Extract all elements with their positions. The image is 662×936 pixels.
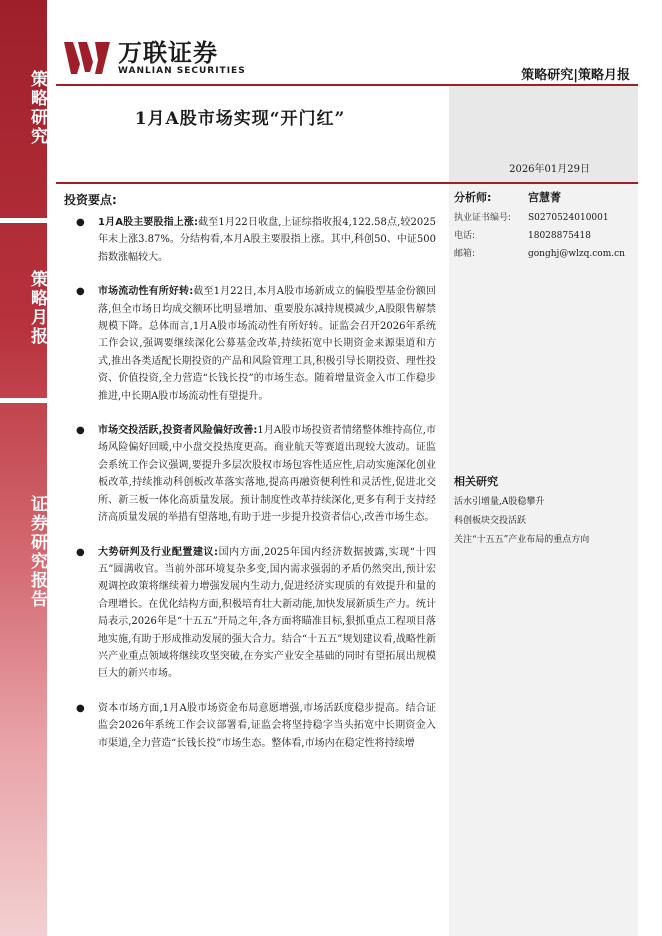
key-point-item (70, 214, 436, 266)
phone-value: 18028875418 (528, 231, 591, 241)
key-point-lead: 市场流动性有所好转: (98, 286, 194, 298)
sidebar-divider (0, 398, 47, 403)
key-point-item (70, 283, 436, 405)
related-research (454, 473, 634, 550)
related-research-link[interactable]: 活水引增量,A股稳攀升 (454, 497, 545, 507)
bullet-icon: ● (76, 702, 85, 714)
sidebar-label-report: 证券研究报告 (27, 495, 47, 609)
analyst-label: 分析师: (454, 191, 492, 204)
key-point-lead: 1月A股主要股指上涨: (98, 217, 198, 228)
key-point-text: 资本市场方面,1月A股市场资金布局意愿增强,市场活跃度稳步提高。结合证监会2026年系统工作会议部署看,证监会将坚持稳字当头拓宽中长期资金入市渠道,全力营造“长钱长投”市场生态。整体看,市场内在稳定性将持续增 (98, 702, 436, 749)
bullet-icon: ● (76, 217, 85, 228)
key-point-text: 截至1月22日收盘,上证综指收报4,122.58点,较2025年末上涨3.87%。分结构看,本月A股主要股指上涨。其中,科创50、中证500指数涨幅较大。 (98, 217, 436, 263)
sidebar-divider (0, 218, 47, 223)
key-point-lead: 大势研判及行业配置建议: (98, 546, 219, 558)
company-logo (62, 40, 246, 76)
report-title: 1月A股市场实现“开门红” (134, 109, 346, 129)
report-rubric: 策略研究|策略月报 (521, 68, 630, 83)
key-point-item (70, 422, 436, 526)
logo-chinese-name: 万联证券 (118, 39, 218, 67)
phone-label: 电话: (454, 231, 476, 241)
key-point-item (70, 544, 436, 683)
email-label: 邮箱: (454, 249, 476, 259)
key-point-text: 1月A股市场投资者情绪整体维持高位,市场风险偏好回暖,中小盘交投热度更高。商业航天等赛道出现较大波动。证监会系统工作会议强调,要提升多层次股权市场包容性适应性,启动实施深化创业板改革,持续推动科创板改革落实落地,提高再融资便利性和灵活性,促进北交所、新三板一体化高质量发展。预计制度性改革持续深化,更多有利于支持经济高质量发展的举措有望落地,有助于进一步提升投资者信心,改善市场生态。 (98, 425, 436, 524)
related-research-heading: 相关研究 (454, 475, 498, 488)
key-point-text: 截至1月22日,本月A股市场新成立的偏股型基金份额回落,但全市场日均成交额环比明显增加、重要股东减持规模减少,A股限售解禁规模下降。总体而言,1月A股市场流动性有所好转。证监会召开2026年系统工作会议,强调要继续深化公募基金改革,持续拓宽中长期资金来源渠道和方式,推出各类适配长期投资的产品和风险管理工具,积极引导长期投资、理性投资、价值投资,全力营造“长钱长投”的市场生态。随着增量资金入市工作稳步推进,中长期A股市场流动性有望提升。 (98, 286, 436, 402)
key-point-text: 国内方面,2025年国内经济数据披露,实现“十四五”圆满收官。当前外部环境复杂多变,国内需求强弱的矛盾仍然突出,预计宏观调控政策将继续着力增强发展内生动力,促进经济实现质的有效提升和量的合理增长。在优化结构方面,积极培育壮大新动能,加快发展新质生产力。统计局表示,2026年是“十五五”开局之年,各方面将瞄准目标,狠抓重点工程项目落地实施,有助于形成推动发展的强大合力。结合“十五五”规划建议看,战略性新兴产业重点领域将继续攻坚突破,在夯实产业安全基础的同时有望拓展出规模巨大的新兴市场。 (98, 546, 436, 680)
related-research-link[interactable]: 科创板块交投活跃 (454, 516, 527, 526)
bullet-icon: ● (76, 425, 85, 437)
sidebar-label-category: 策略研究 (27, 70, 47, 146)
logo-w-mark-icon (62, 40, 112, 76)
title-rule (56, 182, 638, 184)
key-point-item (70, 700, 436, 752)
email-value[interactable]: gonghj@wlzq.com.cn (528, 249, 625, 259)
analyst-name: 宫慧菁 (528, 191, 561, 204)
report-date: 2026年01月29日 (509, 164, 590, 175)
key-point-lead: 市场交投活跃,投资者风险偏好改善: (98, 425, 258, 437)
related-research-link[interactable]: 关注“十五五”产业布局的重点方向 (454, 535, 590, 545)
key-points-list (70, 214, 436, 769)
license-value: S0270524010001 (528, 213, 609, 223)
logo-english-name: WANLIAN SECURITIES (118, 66, 246, 76)
bullet-icon: ● (76, 546, 85, 558)
license-label: 执业证书编号: (454, 213, 512, 223)
key-points-heading: 投资要点: (64, 193, 117, 207)
sidebar-label-type: 策略月报 (27, 270, 47, 346)
bullet-icon: ● (76, 286, 85, 298)
analyst-info (454, 189, 634, 263)
